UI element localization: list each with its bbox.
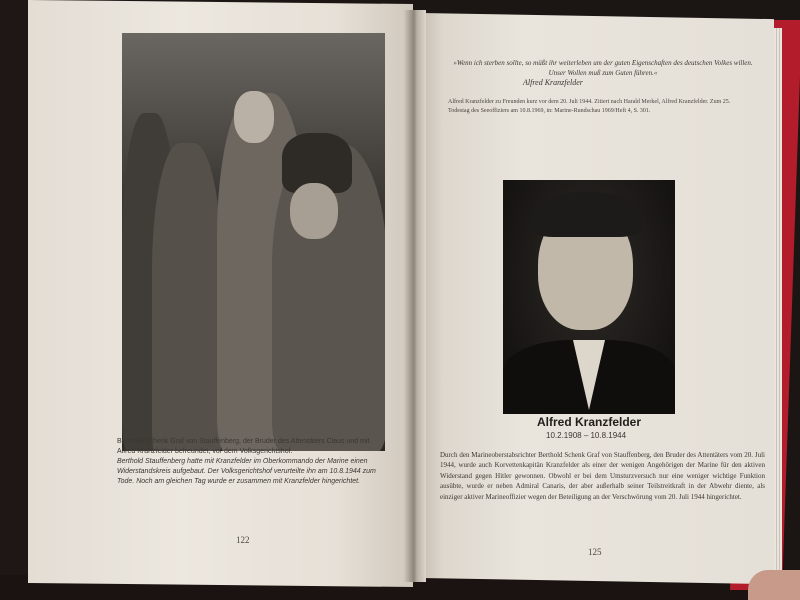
portrait-photo — [503, 180, 675, 414]
page-number-right: 125 — [588, 547, 602, 557]
face-center — [234, 91, 274, 143]
quote-author: Alfred Kranzfelder — [523, 78, 583, 87]
page-number-left: 122 — [236, 535, 250, 545]
quote-source: Alfred Kranzfelder zu Freunden kurz vor dem 20. Juli 1944. Zitiert nach Harald Merkel, Alfred Kranzfelder. Zum 25. Todestag des Seeoffiziers am 10.8.1969, in: Marine-Rundschau 1969/Heft 4, S. 301. — [448, 99, 731, 114]
portrait-name: Alfred Kranzfelder — [537, 415, 642, 429]
figure-soldier-back — [152, 143, 222, 451]
portrait-dates: 10.2.1908 – 10.8.1944 — [546, 431, 627, 440]
guard-face — [290, 183, 338, 239]
hand-finger — [748, 570, 800, 600]
left-caption — [117, 437, 387, 487]
body-text: Durch den Marineoberstabsrichter Berthold Schenk Graf von Stauffenberg, den Bruder des Attentäters vom 20. Juli 1944, wurde auch Korvettenkapitän Kranzfelder als einer der wenigen Angehörigen der Marine für den aktiven Widerstand gegen Hitler gewonnen. Obwohl er bei dem Umsturzversuch nur eine weniger wichtige Funktion ausübte, wurde er neben Admiral Canaris, der aber außerhalb seiner Teilstreitkraft in der Abwehr diente, als einziger aktiver Marineoffizier wegen der Beteiligung an der Verschwörung vom 20. Juli 1944 hingerichtet. — [440, 451, 765, 501]
caption-para-2: Berthold Stauffenberg hatte mit Kranzfelder im Oberkommando der Marine einen Widerstandskreis aufgebaut. Der Volksgerichtshof verurteilte ihn am 10.8.1944 zum Tode. Noch am gleichen Tag wurde er zusammen mit Kranzfelder hingerichtet. — [117, 458, 376, 485]
quote-text: »Wenn ich sterben sollte, so müßt ihr weiterleben um der guten Eigenschaften des deutschen Volkes willen. Unser Wollen muß zum Guten führen.« — [453, 59, 753, 77]
book-gutter — [404, 10, 426, 582]
courtroom-photograph — [122, 33, 385, 451]
portrait-hair — [531, 192, 641, 237]
caption-para-1: Berthold Schenk Graf von Stauffenberg, der Bruder des Attentäters Claus und mit Alfred Kranzfelder befreundet, vor dem Volksgerichtshof. — [117, 438, 370, 455]
